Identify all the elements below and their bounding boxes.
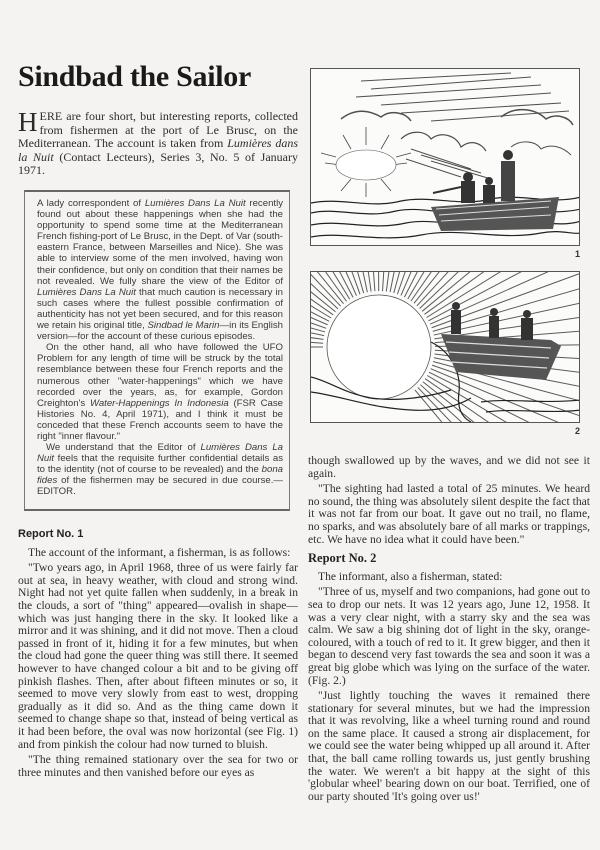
paragraph: The informant, also a fisherman, stated: — [318, 569, 503, 583]
italic-text: Water-Happenings In Indonesia — [89, 397, 229, 409]
text: of the fishermen may be secured in due course.—EDITOR. — [37, 475, 283, 498]
text: —in its English version—for the account of these curious episodes. — [37, 320, 283, 343]
paragraph: "Two years ago, in April 1968, three of us were fairly far out at sea, in heavy weather, with cloud and strong wind. Night had not yet quite fallen when suddenly, in a break in the clouds, a sort of "thing" appeared—ovalish in shape—which was just hanging there in the sky. It looked like a mirror and it was shining, and it did not move. Then a cloud passed in front of it, hiding it for a few minutes, but when the cloud had gone the queer thing was still there. It seemed however to have changed colour a bit and to be giving off pinkish flashes. Then, after about fifteen minutes or so, it seemed to move very slowly from east to west, dropping gradually as it did so. And as the thing came down it seemed to change shape so that, instead of being vertical as it had been before, the oval was now horizontal (see Fig. 1) and from pinkish the colour had now turned to bluish. — [18, 561, 298, 751]
editor-note-paragraph — [37, 342, 283, 442]
light-ray — [401, 272, 481, 295]
sea-oval-illustration — [311, 69, 580, 245]
editor-note-paragraph — [37, 442, 283, 497]
article-title: Sindbad the Sailor — [18, 60, 252, 93]
figure-1 — [310, 68, 580, 259]
article-intro — [18, 107, 299, 178]
italic-text: Sindbad le Marin — [147, 320, 220, 332]
figure-2-illustration — [310, 271, 580, 423]
text: that much caution is necessary in such cases where the fullest possible confirmation of authenticity has not yet been secured, and for this reason we retain his original title, — [37, 286, 283, 332]
paragraph: "The thing remained stationary over the sea for two or three minutes and then vanished before our eyes as — [18, 753, 298, 779]
text: feels that the requisite further confidential details as to the identity (not of course to be revealed) and the — [37, 453, 283, 476]
light-ray — [311, 272, 347, 301]
figure-1-number: 1 — [574, 249, 580, 259]
paragraph: though swallowed up by the waves, and we did not see it again. — [308, 454, 590, 480]
italic-text: Lumières Dans La Nuit — [37, 286, 136, 298]
light-ray — [420, 272, 568, 308]
light-ray — [417, 272, 555, 306]
italic-text: Lumières Dans La Nuit — [144, 198, 246, 209]
light-ray — [411, 272, 527, 301]
report-1-heading: Report No. 1 — [18, 528, 84, 540]
paragraph: The account of the informant, a fisherman, is as follows: — [28, 545, 291, 559]
globe-on-water-illustration — [311, 272, 580, 422]
paragraph: "The sighting had lasted a total of 25 minutes. We heard no sound, the thing was absolutely silent despite the fact that it was not far from our boat. It gave out no trail, no flame, no sparks, and was absolutely bare of all marks or trappings, etc. We have no idea what it could have been." — [308, 482, 590, 546]
italic-text: bona fides — [37, 464, 283, 487]
editor-note-paragraph — [37, 198, 283, 342]
intro-text-end: (Contact Lecteurs), Series 3, No. 5 of January 1971. — [18, 149, 298, 177]
text: On the other hand, all who have followed the UFO Problem for any length of time will be struck by the total resemblance between these four French reports and the numerous other "water-happenings" which we have recorded over the years, as, for example, Gordon Creighton's — [37, 342, 283, 409]
light-ray — [423, 382, 580, 422]
intro-text: ERE are four short, but interesting reports, collected from fishermen at the port of Le Brusc, on the Mediterranean. The account is taken from — [18, 109, 298, 150]
figure-1-illustration — [310, 68, 580, 246]
text: (FSR Case Histories No. 4, April 1971), and I think it must be conceded that these French accounts seem to have the right "inner flavour." — [37, 397, 283, 442]
paragraph: "Just lightly touching the waves it remained there stationary for several minutes, but we had the impression that it was revolving, like a wheel turning round and round on the same place. It caused a strong air displacement, for we could see the water being whipped up all around it. After that, the ball came rolling towards us, just gently brushing the water. We weren't a bit happy at the sight of this 'globular wheel' bearing down on our boat. Terrified, one of our party shouted 'It's going over us!' — [308, 689, 590, 803]
drop-cap: H — [18, 107, 38, 137]
paragraph: "Three of us, myself and two companions, had gone out to sea to drop our nets. It was 12 years ago, June 12, 1958. It was a very clear night, with a starry sky and the sea was calm. We saw a big shining dot of light in the sky, orange-coloured, with a touch of red to it. It grew bigger, and then it began to descend very fast towards the sea and soon it was a great big globe which was lying on the surface of the water. (Fig. 2.) — [308, 585, 590, 687]
editor-note-box — [24, 190, 290, 511]
light-ray — [404, 272, 497, 297]
left-column — [18, 528, 298, 782]
intro-source-title: Lumières dans la Nuit — [18, 136, 299, 164]
text: recently found out about these happenings when she had the opportunity to spend some time at the Mediterranean French fishing-port of Le Brusc, in the Dept. of Var (south-eastern France, between Marseilles and Nice). She was able to interview some of the men involved, having won their confidence, but only on condition that their names be not revealed. We fully share the view of the Editor of — [37, 198, 283, 287]
italic-text: Lumières Dans La Nuit — [37, 442, 284, 465]
text: We understand that the Editor of — [46, 442, 201, 454]
figure-2 — [310, 271, 580, 436]
light-ray — [378, 272, 379, 291]
right-column — [308, 455, 590, 806]
text: A lady correspondent of — [37, 198, 145, 209]
light-ray — [311, 272, 329, 321]
report-2-heading: Report No. 2 — [308, 551, 377, 566]
figure-2-number: 2 — [574, 426, 580, 436]
